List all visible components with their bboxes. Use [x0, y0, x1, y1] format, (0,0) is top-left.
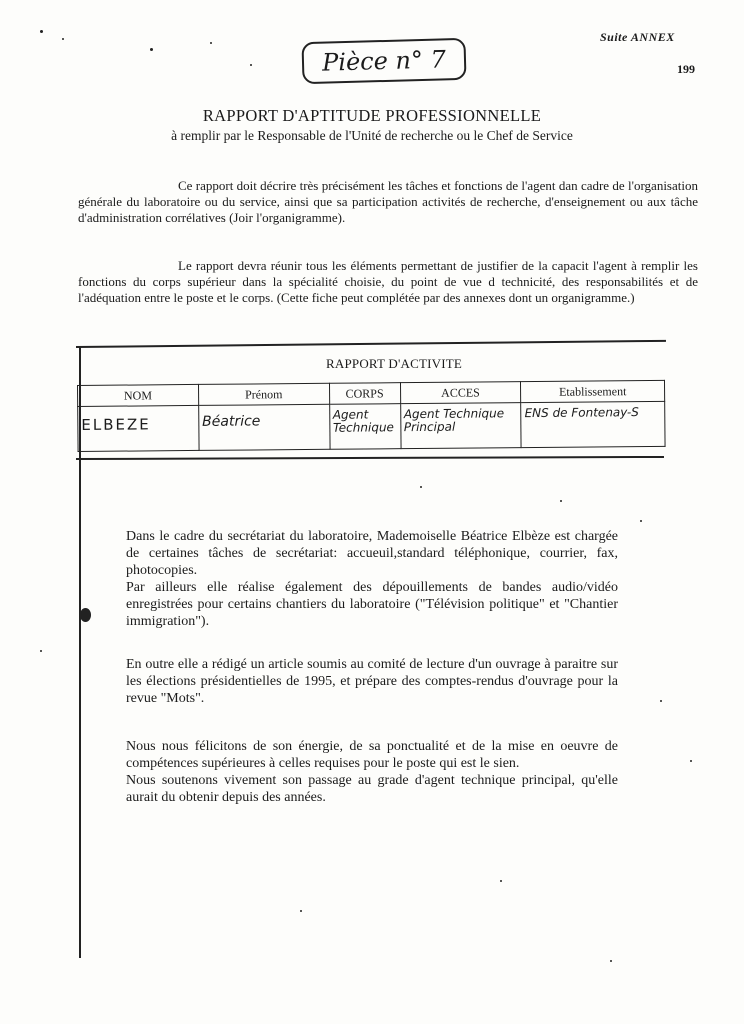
activity-table-caption: RAPPORT D'ACTIVITE	[326, 356, 463, 371]
cell-etablissement: ENS de Fontenay-S	[524, 405, 639, 421]
report-block-tasks	[126, 528, 618, 630]
scan-speck	[640, 520, 642, 522]
scan-speck	[40, 30, 43, 33]
cell-prenom: Béatrice	[202, 413, 261, 430]
scan-speck	[300, 910, 302, 912]
year-label: 199	[677, 62, 695, 76]
report-paragraph-3: En outre elle a rédigé un article soumis au comité de lecture d'un ouvrage à paraitre sur les élections présidentielles de 1995, et prépare des comptes-rendus d'ouvrage pour la revue "Mots".	[126, 657, 618, 706]
scan-speck	[250, 64, 252, 66]
table-bottom-rule	[76, 456, 664, 460]
report-subtitle: à remplir par le Responsable de l'Unité de recherche ou le Chef de Service	[171, 128, 573, 143]
scan-speck	[500, 880, 502, 882]
scan-speck	[660, 700, 662, 702]
scan-speck	[690, 760, 692, 762]
report-title: RAPPORT D'APTITUDE PROFESSIONNELLE	[202, 106, 542, 125]
scan-speck	[150, 48, 153, 51]
scan-speck	[62, 38, 64, 40]
intro-paragraph-1: Ce rapport doit décrire très précisément les tâches et fonctions de l'agent dan cadre de l'organisation générale du laboratoire ou du service, ainsi que sa participation activités de recherche, d'enseignement ou aux tâche d'administration corrélatives (Joir l'organigramme).	[78, 178, 698, 225]
scan-speck	[80, 608, 91, 622]
report-paragraph-1: Dans le cadre du secrétariat du laboratoire, Mademoiselle Béatrice Elbèze est chargée de certaines tâches de secrétariat: accueuil,standard téléphonique, courrier, fax, photocopies.	[126, 529, 618, 578]
scan-speck	[610, 960, 612, 962]
header-nom: NOM	[78, 384, 199, 406]
report-block-article	[126, 656, 618, 707]
cell-acces: Agent Technique Principal	[403, 406, 505, 435]
cell-nom: ELBEZE	[81, 415, 151, 434]
header-prenom: Prénom	[198, 383, 329, 405]
header-etablissement: Etablissement	[521, 380, 665, 402]
report-paragraph-5: Nous soutenons vivement son passage au grade d'agent technique principal, qu'elle aurait du obtenir depuis des années.	[126, 773, 618, 805]
handwritten-piece-number: Pièce n° 7	[301, 38, 466, 84]
header-acces: ACCES	[400, 382, 521, 404]
header-corps: CORPS	[329, 383, 400, 405]
scan-speck	[40, 650, 42, 652]
report-paragraph-2: Par ailleurs elle réalise également des dépouillements de bandes audio/vidéo enregistrées pour certains chantiers du laboratoire ("Télévision politique" et "Chantier immigration").	[126, 580, 618, 629]
cell-corps: Agent Technique	[332, 407, 394, 435]
intro-paragraph-2: Le rapport devra réunir tous les éléments permettant de justifier de la capacit l'agent à remplir les fonctions du corps supérieur dans la spécialité choisie, du point de vue d technicité, des responsabilités et de l'adéquation entre le poste et le corps. (Cette fiche peut complétée par des annexes dont un organigramme.)	[78, 258, 698, 305]
activity-table	[77, 380, 666, 452]
table-row	[78, 401, 665, 451]
report-paragraph-4: Nous nous félicitons de son énergie, de sa ponctualité et de la mise en oeuvre de compétences supérieures à celles requises pour le poste qui est le sien.	[126, 739, 618, 771]
report-block-assessment	[126, 738, 618, 806]
scan-speck	[210, 42, 212, 44]
table-top-rule	[76, 340, 666, 348]
annex-label: Suite ANNEX	[600, 30, 675, 44]
scan-speck	[560, 500, 562, 502]
scan-speck	[420, 486, 422, 488]
